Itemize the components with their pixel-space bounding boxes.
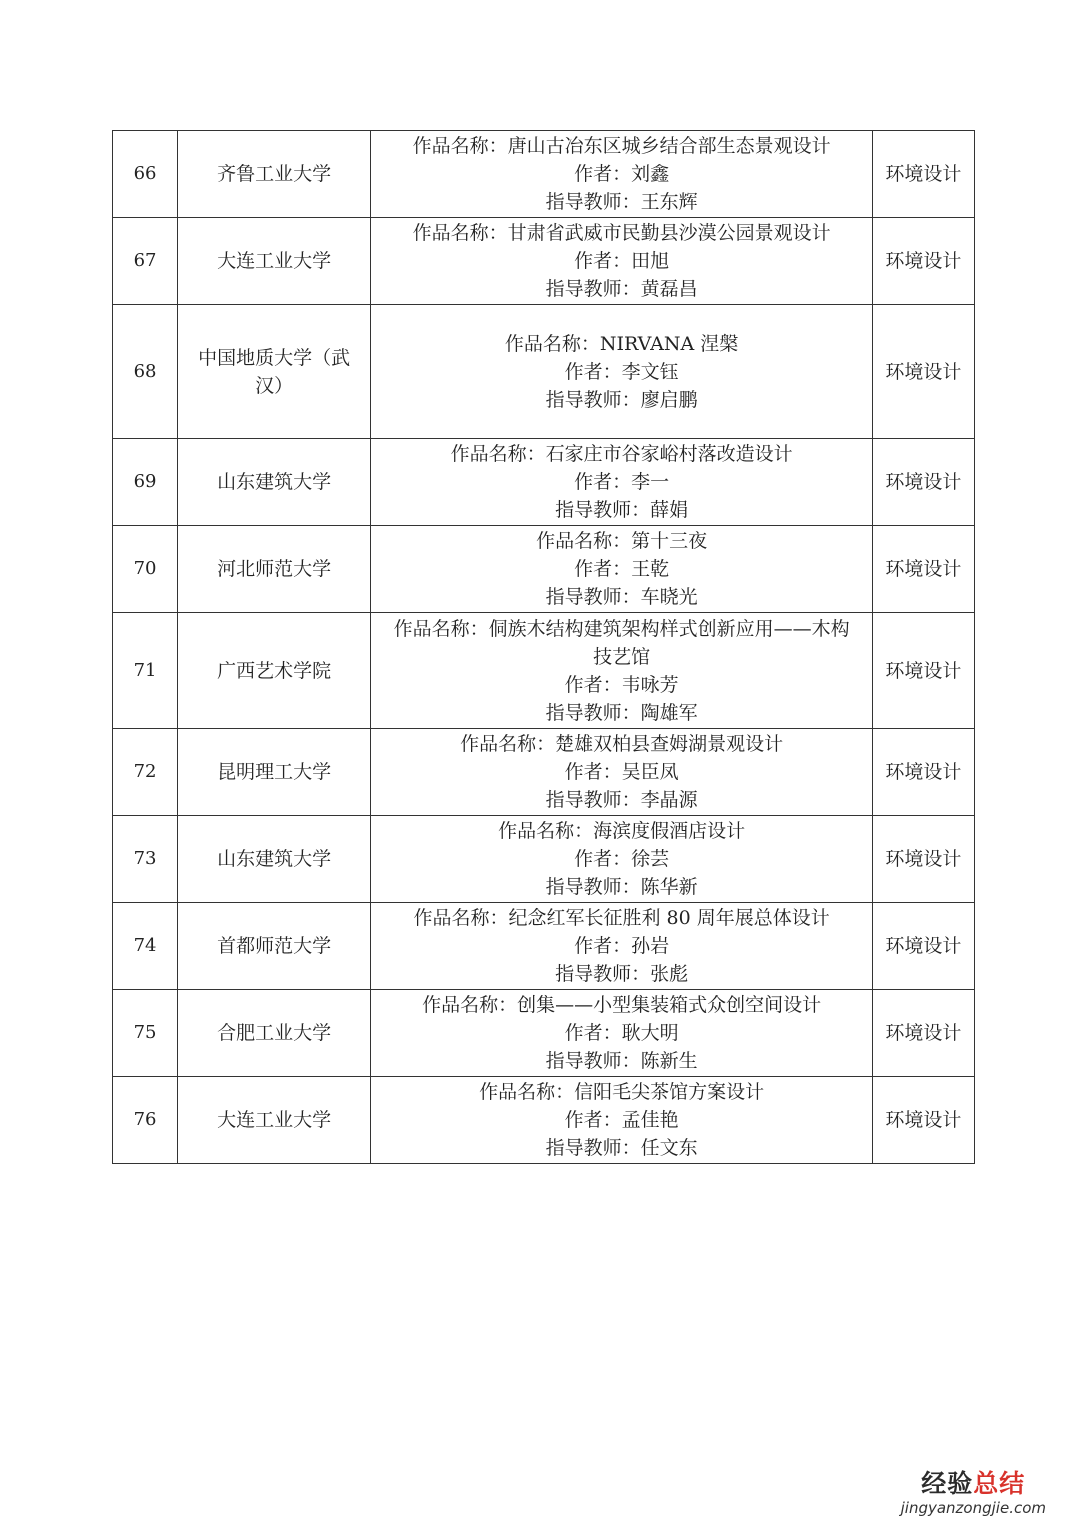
work-title: 作品名称：侗族木结构建筑架构样式创新应用——木构 <box>393 617 850 640</box>
work-info <box>371 613 873 729</box>
work-teacher: 指导教师：薛娟 <box>555 499 689 521</box>
work-author: 作者：田旭 <box>574 250 670 272</box>
work-info <box>371 439 873 526</box>
row-number: 70 <box>113 526 178 613</box>
work-teacher: 指导教师：陈新生 <box>545 1050 698 1072</box>
work-author: 作者：吴臣凤 <box>564 761 679 783</box>
school-name: 山东建筑大学 <box>178 816 371 903</box>
work-title: 作品名称：唐山古冶东区城乡结合部生态景观设计 <box>412 135 831 157</box>
school-name: 大连工业大学 <box>178 218 371 305</box>
awards-table <box>112 130 975 1164</box>
table-row <box>113 816 975 903</box>
category: 环境设计 <box>872 131 974 218</box>
row-number: 66 <box>113 131 178 218</box>
work-teacher: 指导教师：黄磊昌 <box>545 278 698 300</box>
work-author: 作者：王乾 <box>574 558 670 580</box>
work-info <box>371 526 873 613</box>
work-title: 作品名称：NIRVANA 涅槃 <box>504 332 739 355</box>
work-teacher: 指导教师：李晶源 <box>545 789 698 811</box>
school-name: 广西艺术学院 <box>178 613 371 729</box>
category: 环境设计 <box>872 990 974 1077</box>
watermark-title: 经验总结 <box>921 1469 1026 1498</box>
table-row <box>113 729 975 816</box>
table-row <box>113 1077 975 1164</box>
work-title: 作品名称：创集——小型集装箱式众创空间设计 <box>422 994 822 1016</box>
table-row <box>113 131 975 218</box>
category: 环境设计 <box>872 613 974 729</box>
work-teacher: 指导教师：陈华新 <box>545 876 698 898</box>
school-name: 河北师范大学 <box>178 526 371 613</box>
category: 环境设计 <box>872 816 974 903</box>
school-name: 昆明理工大学 <box>178 729 371 816</box>
work-title: 作品名称：海滨度假酒店设计 <box>498 820 746 842</box>
work-author: 作者：耿大明 <box>564 1022 679 1044</box>
work-title: 作品名称：第十三夜 <box>536 530 708 552</box>
work-info <box>371 903 873 990</box>
row-number: 74 <box>113 903 178 990</box>
work-title: 作品名称：石家庄市谷家峪村落改造设计 <box>450 443 793 465</box>
work-info <box>371 816 873 903</box>
school-name: 齐鲁工业大学 <box>178 131 371 218</box>
work-info <box>371 218 873 305</box>
row-number: 75 <box>113 990 178 1077</box>
work-teacher: 指导教师：廖启鹏 <box>545 388 698 411</box>
work-author: 作者：徐芸 <box>574 848 670 870</box>
work-author: 作者：韦咏芳 <box>564 673 679 696</box>
watermark-logo <box>901 1469 1046 1517</box>
work-teacher: 指导教师：张彪 <box>555 963 689 985</box>
school-name: 合肥工业大学 <box>178 990 371 1077</box>
category: 环境设计 <box>872 305 974 439</box>
work-author: 作者：孟佳艳 <box>564 1109 679 1131</box>
category: 环境设计 <box>872 526 974 613</box>
work-info <box>371 990 873 1077</box>
watermark-url: jingyanzongjie.com <box>900 1499 1046 1517</box>
work-title: 作品名称：楚雄双柏县查姆湖景观设计 <box>460 733 784 755</box>
work-author: 作者：刘鑫 <box>574 163 670 185</box>
work-title: 技艺馆 <box>593 645 651 668</box>
category: 环境设计 <box>872 439 974 526</box>
category: 环境设计 <box>872 1077 974 1164</box>
school-name: 山东建筑大学 <box>178 439 371 526</box>
school-name: 大连工业大学 <box>178 1077 371 1164</box>
work-title: 作品名称：纪念红军长征胜利 80 周年展总体设计 <box>413 907 830 929</box>
awards-table-body <box>113 131 975 1164</box>
work-teacher: 指导教师：车晓光 <box>545 586 698 608</box>
work-title: 作品名称：甘肃省武威市民勤县沙漠公园景观设计 <box>412 222 831 244</box>
category: 环境设计 <box>872 218 974 305</box>
work-info <box>371 305 873 439</box>
row-number: 67 <box>113 218 178 305</box>
row-number: 71 <box>113 613 178 729</box>
row-number: 68 <box>113 305 178 439</box>
work-teacher: 指导教师：陶雄军 <box>545 701 698 724</box>
row-number: 73 <box>113 816 178 903</box>
work-teacher: 指导教师：王东辉 <box>545 191 698 213</box>
work-author: 作者：李一 <box>574 471 670 493</box>
table-row <box>113 903 975 990</box>
category: 环境设计 <box>872 729 974 816</box>
work-info <box>371 729 873 816</box>
row-number: 76 <box>113 1077 178 1164</box>
work-author: 作者：李文钰 <box>564 360 679 383</box>
category: 环境设计 <box>872 903 974 990</box>
table-row <box>113 439 975 526</box>
table-row <box>113 613 975 729</box>
row-number: 69 <box>113 439 178 526</box>
table-row <box>113 526 975 613</box>
table-row <box>113 218 975 305</box>
work-teacher: 指导教师：任文东 <box>545 1137 698 1159</box>
row-number: 72 <box>113 729 178 816</box>
school-name: 首都师范大学 <box>178 903 371 990</box>
table-row <box>113 990 975 1077</box>
work-info <box>371 131 873 218</box>
work-author: 作者：孙岩 <box>574 935 670 957</box>
work-info <box>371 1077 873 1164</box>
school-name: 中国地质大学（武汉） <box>178 305 371 439</box>
table-row <box>113 305 975 439</box>
work-title: 作品名称：信阳毛尖茶馆方案设计 <box>479 1081 765 1103</box>
